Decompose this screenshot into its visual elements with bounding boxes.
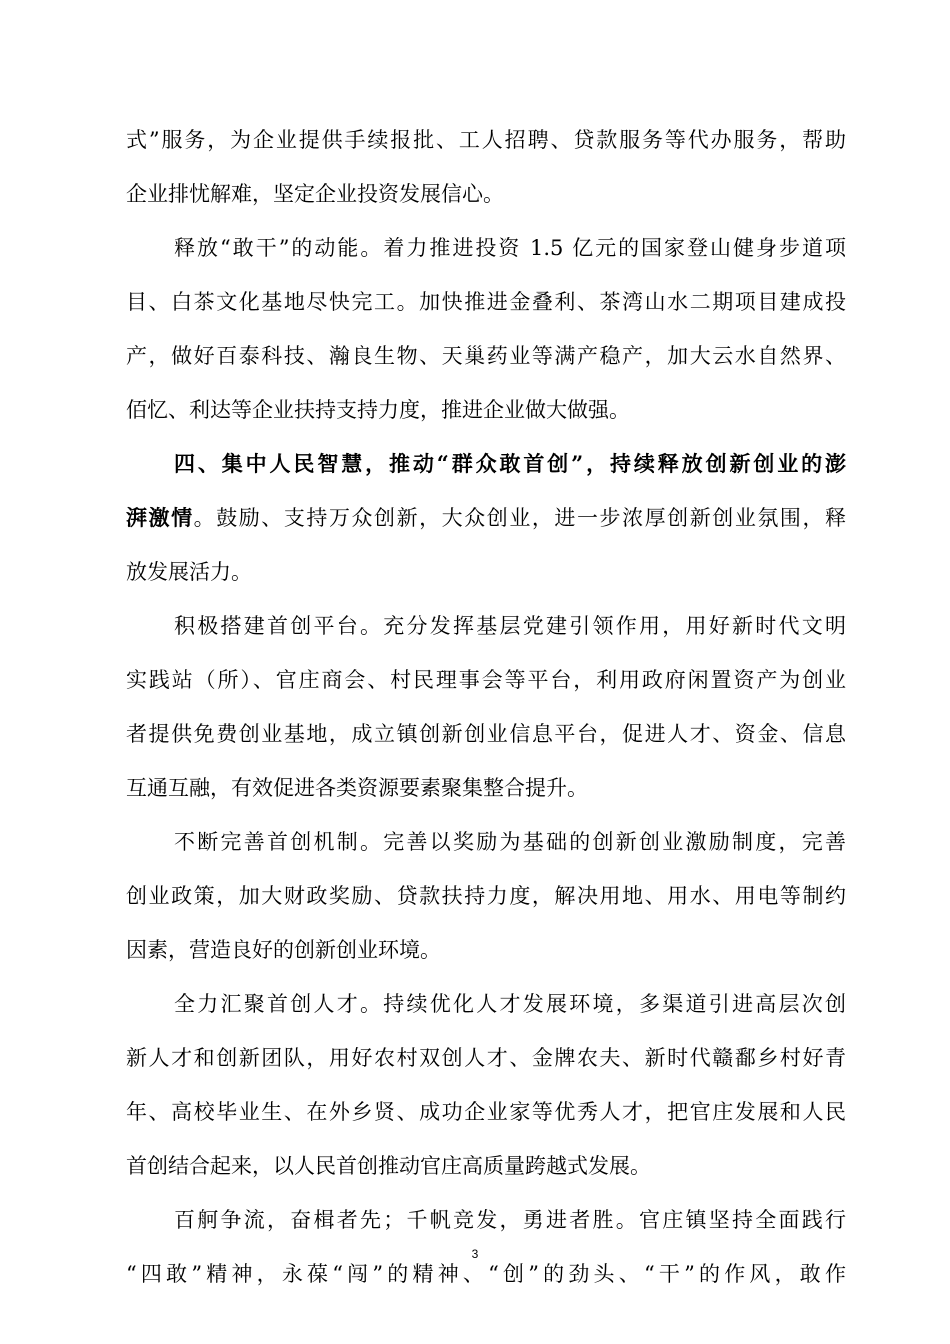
text-line-12: 者提供免费创业基地，成立镇创新创业信息平台，促进人才、资金、信息: [126, 722, 846, 746]
text-line-2: 企业排忧解难，坚定企业投资发展信心。: [126, 182, 504, 206]
text-line-17: 全力汇聚首创人才。持续优化人才发展环境，多渠道引进高层次创: [174, 992, 846, 1016]
text-line-10: 积极搭建首创平台。充分发挥基层党建引领作用，用好新时代文明: [174, 614, 846, 638]
text-line-9: 放发展活力。: [126, 560, 252, 584]
text-line-22: “四敢”精神，永葆“闯”的精神、“创”的劲头、“干”的作风，敢作: [126, 1262, 846, 1286]
text-line-13: 互通互融，有效促进各类资源要素聚集整合提升。: [126, 776, 588, 800]
section-heading-line-2: 湃激情。鼓励、支持万众创新，大众创业，进一步浓厚创新创业氛围，释: [126, 505, 846, 530]
text-line-1: 式”服务，为企业提供手续报批、工人招聘、贷款服务等代办服务，帮助: [126, 128, 846, 152]
page-number: 3: [471, 1247, 479, 1261]
document-body: [126, 113, 846, 1301]
text-line-20: 首创结合起来，以人民首创推动官庄高质量跨越式发展。: [126, 1154, 651, 1178]
text-line-11: 实践站（所）、官庄商会、村民理事会等平台，利用政府闲置资产为创业: [126, 668, 846, 692]
text-line-18: 新人才和创新团队，用好农村双创人才、金牌农夫、新时代赣鄱乡村好青: [126, 1046, 846, 1070]
text-line-6: 佰忆、利达等企业扶持支持力度，推进企业做大做强。: [126, 398, 630, 422]
section-heading-line-1: 四、集中人民智慧，推动“群众敢首创”，持续释放创新创业的澎: [174, 451, 846, 476]
text-line-5: 产，做好百泰科技、瀚良生物、天巢药业等满产稳产，加大云水自然界、: [126, 344, 846, 368]
text-line-15: 创业政策，加大财政奖励、贷款扶持力度，解决用地、用水、用电等制约: [126, 884, 846, 908]
text-line-16: 因素，营造良好的创新创业环境。: [126, 938, 441, 962]
text-line-4: 目、白茶文化基地尽快完工。加快推进金叠利、茶湾山水二期项目建成投: [126, 290, 846, 314]
text-line-14: 不断完善首创机制。完善以奖励为基础的创新创业激励制度，完善: [174, 830, 846, 854]
text-line-3: 释放“敢干”的动能。着力推进投资 1.5 亿元的国家登山健身步道项: [174, 236, 846, 260]
text-line-21: 百舸争流，奋楫者先；千帆竞发，勇进者胜。官庄镇坚持全面践行: [174, 1208, 846, 1232]
text-line-19: 年、高校毕业生、在外乡贤、成功企业家等优秀人才，把官庄发展和人民: [126, 1100, 846, 1124]
